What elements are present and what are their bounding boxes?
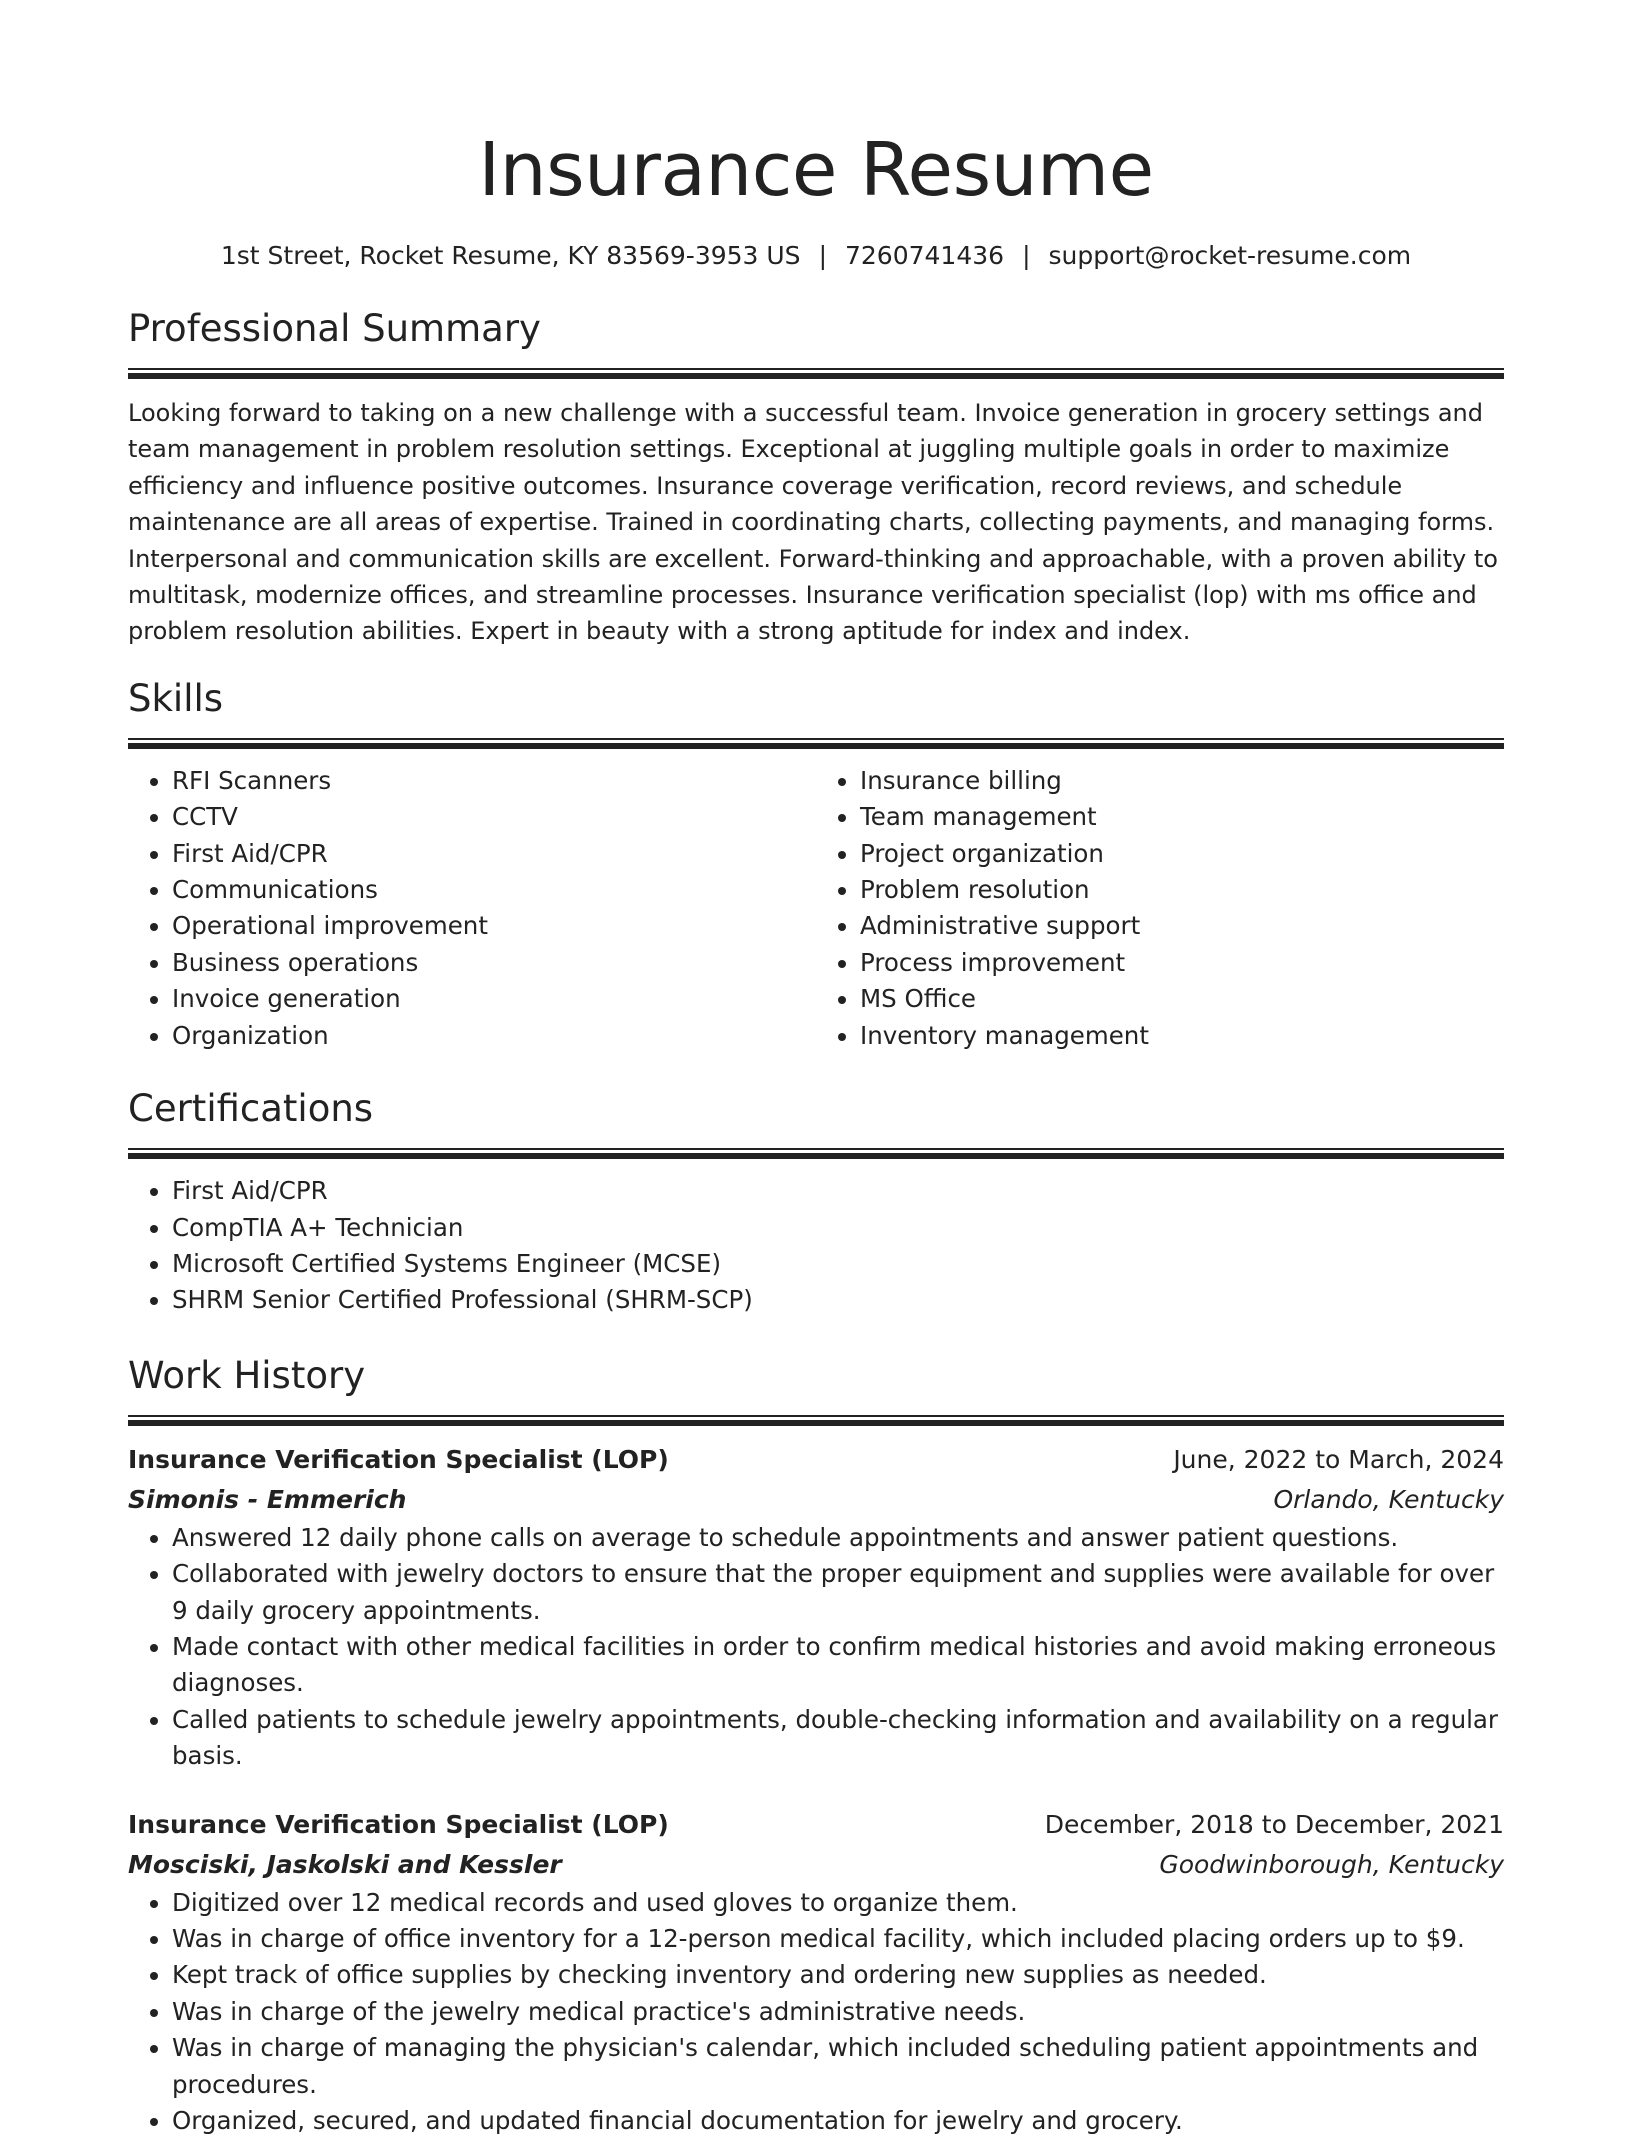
job-bullet: • Kept track of office supplies by checking inventory and ordering new supplies as needed.	[172, 1957, 1504, 1993]
skill-item: • Team management	[860, 799, 1504, 835]
job-company: Simonis - Emmerich	[128, 1484, 407, 1514]
section-divider	[128, 368, 1504, 379]
job-entry	[128, 1440, 1504, 1775]
skill-item: • Communications	[172, 872, 816, 908]
skill-item: • CCTV	[172, 799, 816, 835]
job-bullets	[128, 1885, 1504, 2139]
section-divider	[128, 1148, 1504, 1159]
job-bullet: • Was in charge of the jewelry medical practice's administrative needs.	[172, 1994, 1504, 2030]
section-divider	[128, 738, 1504, 749]
certifications-list	[128, 1173, 1504, 1319]
job-bullet: • Digitized over 12 medical records and used gloves to organize them.	[172, 1885, 1504, 1921]
certification-item: • Microsoft Certified Systems Engineer (MCSE)	[172, 1246, 1504, 1282]
job-header	[128, 1440, 1504, 1480]
skill-item: • Project organization	[860, 836, 1504, 872]
skill-item: • Insurance billing	[860, 763, 1504, 799]
work-history-section	[128, 1351, 1504, 2139]
contact-line	[128, 238, 1504, 274]
job-company: Mosciski, Jaskolski and Kessler	[128, 1849, 562, 1879]
job-bullet: • Called patients to schedule jewelry appointments, double-checking information and availability on a regular basis.	[172, 1702, 1504, 1775]
summary-section	[128, 304, 1504, 650]
contact-phone: 7260741436	[845, 241, 1005, 270]
skill-item: • RFI Scanners	[172, 763, 816, 799]
job-title: Insurance Verification Specialist (LOP)	[128, 1809, 669, 1839]
job-location: Orlando, Kentucky	[1273, 1484, 1504, 1514]
skill-item: • Organization	[172, 1018, 816, 1054]
contact-separator: |	[1022, 241, 1031, 270]
skill-item: • Operational improvement	[172, 908, 816, 944]
resume-title: Insurance Resume	[478, 127, 1154, 213]
skill-item: • MS Office	[860, 981, 1504, 1017]
job-bullet: • Made contact with other medical facilities in order to confirm medical histories and avoid making erroneous diagnoses.	[172, 1629, 1504, 1702]
job-title: Insurance Verification Specialist (LOP)	[128, 1444, 669, 1474]
job-bullets	[128, 1520, 1504, 1775]
job-dates: December, 2018 to December, 2021	[1044, 1809, 1504, 1839]
certification-item: • First Aid/CPR	[172, 1173, 1504, 1209]
job-bullet: • Was in charge of office inventory for a 12-person medical facility, which included placing orders up to $9.	[172, 1921, 1504, 1957]
certification-item: • SHRM Senior Certified Professional (SHRM-SCP)	[172, 1282, 1504, 1318]
job-bullet: • Answered 12 daily phone calls on average to schedule appointments and answer patient questions.	[172, 1520, 1504, 1556]
skill-item: • Problem resolution	[860, 872, 1504, 908]
certification-item: • CompTIA A+ Technician	[172, 1210, 1504, 1246]
section-heading-certifications: Certifications	[128, 1087, 374, 1131]
section-heading-summary: Professional Summary	[128, 307, 541, 350]
certifications-section	[128, 1084, 1504, 1319]
skill-item: • Process improvement	[860, 945, 1504, 981]
job-subheader	[128, 1480, 1504, 1520]
job-dates: June, 2022 to March, 2024	[1173, 1444, 1504, 1474]
section-heading-skills: Skills	[128, 676, 224, 720]
skill-item: • Business operations	[172, 945, 816, 981]
skill-item: • Inventory management	[860, 1018, 1504, 1054]
job-bullet: • Collaborated with jewelry doctors to ensure that the proper equipment and supplies were available for over 9 daily grocery appointments.	[172, 1556, 1504, 1629]
skill-item: • Invoice generation	[172, 981, 816, 1017]
job-location: Goodwinborough, Kentucky	[1159, 1849, 1504, 1879]
contact-separator: |	[818, 241, 827, 270]
job-bullet: • Organized, secured, and updated financial documentation for jewelry and grocery.	[172, 2103, 1504, 2139]
skills-list-left	[128, 763, 816, 1054]
summary-text: Looking forward to taking on a new challenge with a successful team. Invoice generation in grocery settings and team management in problem resolution settings. Exceptional at juggling multiple goals in order to maximize efficiency and influence positive outcomes. Insurance coverage verification, record reviews, and schedule maintenance are all areas of expertise. Trained in coordinating charts, collecting payments, and managing forms. Interpersonal and communication skills are excellent. Forward-thinking and approachable, with a proven ability to multitask, modernize offices, and streamline processes. Insurance verification specialist (lop) with ms office and problem resolution abilities. Expert in beauty with a strong aptitude for index and index.	[128, 399, 1498, 646]
job-header	[128, 1805, 1504, 1845]
skills-list-right	[816, 763, 1504, 1054]
job-bullet: • Was in charge of managing the physician's calendar, which included scheduling patient appointments and procedures.	[172, 2030, 1504, 2103]
section-divider	[128, 1415, 1504, 1426]
skills-columns	[128, 763, 1504, 1054]
skill-item: • First Aid/CPR	[172, 836, 816, 872]
skill-item: • Administrative support	[860, 908, 1504, 944]
contact-email: support@rocket-resume.com	[1048, 241, 1412, 270]
skills-section	[128, 674, 1504, 1054]
section-heading-work: Work History	[128, 1353, 366, 1397]
job-subheader	[128, 1845, 1504, 1885]
contact-address: 1st Street, Rocket Resume, KY 83569-3953 US	[220, 241, 801, 270]
job-entry	[128, 1805, 1504, 2139]
